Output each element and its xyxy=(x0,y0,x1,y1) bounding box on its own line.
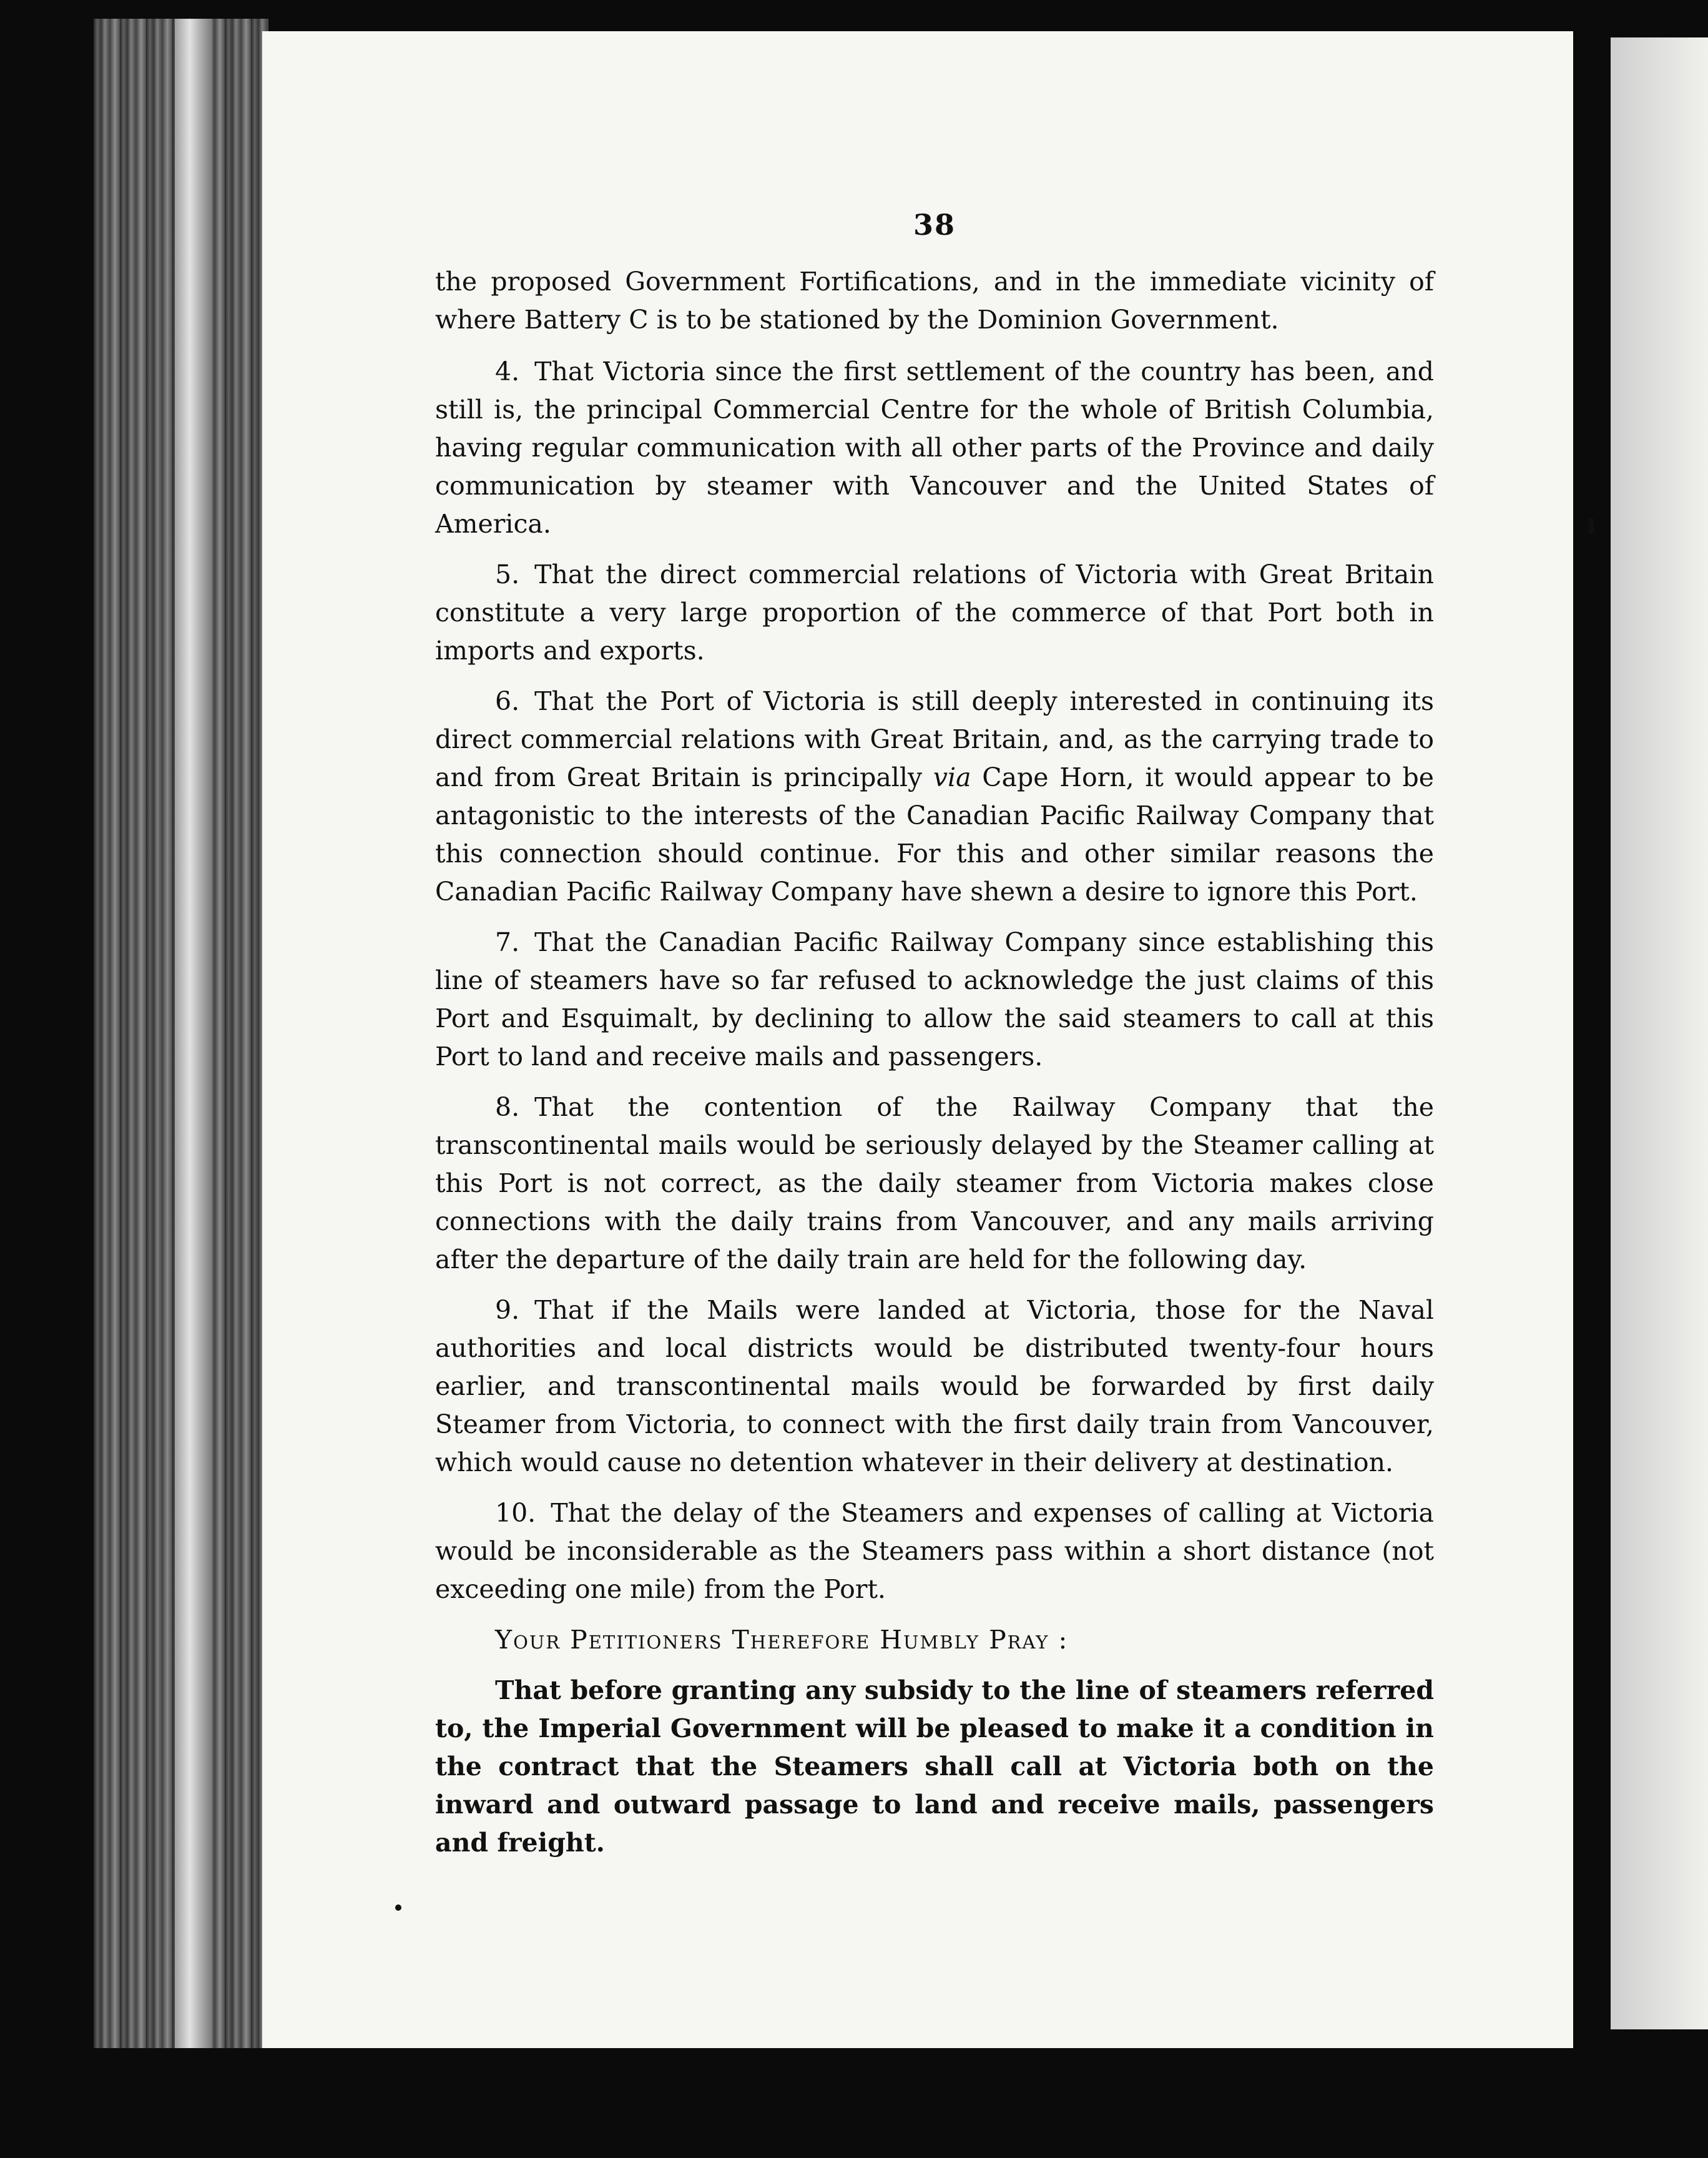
paragraph-text: That the contention of the Railway Company that the transcontinental mails would be seriously delayed by the Steamer calling at this Port is not correct, as the daily steamer from Victoria makes close connections with the daily trains from Vancouver, and any mails arriving after the departure of the daily train are held for the following day. xyxy=(435,1092,1434,1274)
paragraph-number: 7. xyxy=(495,927,520,957)
paragraph-text: That the delay of the Steamers and expenses of calling at Victoria would be inconsiderable as the Steamers pass within a short distance (not exceeding one mile) from the Port. xyxy=(435,1498,1434,1604)
paragraph-text: Cape Horn, it would appear to be antagonistic to the interests of the Canadian Pacific Railway Company that this connection should continue. For this and other similar reasons the Canadian Pacific Railway Company have shewn a desire to ignore this Port. xyxy=(435,762,1434,907)
paragraph-8 xyxy=(435,1088,1434,1279)
paragraph-number: 9. xyxy=(495,1295,520,1325)
book-page-edge-highlight xyxy=(175,19,212,2092)
italic-word: via xyxy=(933,762,971,792)
intro-paragraph: the proposed Government Fortifications, and in the immediate vicinity of where Battery C is to be stationed by the Dominion Government. xyxy=(435,267,1434,335)
paragraph-number: 6. xyxy=(495,686,520,716)
prayer-heading: Your Petitioners Therefore Humbly Pray : xyxy=(495,1625,1069,1655)
paragraph-4 xyxy=(435,353,1434,543)
scan-artifact-mark xyxy=(1589,518,1594,533)
paragraph-6 xyxy=(435,682,1434,911)
paragraph-text: That the Canadian Pacific Railway Company since establishing this line of steamers have so far refused to acknowledge the just claims of this Port and Esquimalt, by declining to allow the said steamers to call at this Port to land and receive mails and passengers. xyxy=(435,927,1434,1072)
paragraph-5 xyxy=(435,556,1434,670)
paragraph-text: That the Port of Victoria is still deeply interested in continuing its direct commercial relations with Great Britain, and, as the carrying trade to and from Great Britain is principally xyxy=(435,686,1434,792)
prayer-paragraph: That before granting any subsidy to the line of steamers referred to, the Imperial Government will be pleased to make it a condition in the contract that the Steamers shall call at Victoria both on the inward and outward passage to land and receive mails, passengers and freight. xyxy=(435,1675,1434,1858)
page-text xyxy=(435,206,1434,1875)
facing-page-edge xyxy=(1611,37,1708,2029)
paragraph-text: That if the Mails were landed at Victoria, those for the Naval authorities and local districts would be distributed twenty-four hours earlier, and transcontinental mails would be forwarded by first daily Steamer from Victoria, to connect with the first daily train from Vancouver, which would cause no detention whatever in their delivery at destination. xyxy=(435,1295,1434,1477)
paragraph-text: That the direct commercial relations of Victoria with Great Britain constitute a very large proportion of the commerce of that Port both in imports and exports. xyxy=(435,559,1434,666)
paragraph-10 xyxy=(435,1494,1434,1609)
bottom-shadow xyxy=(94,2048,1708,2158)
paragraph-number: 8. xyxy=(495,1092,520,1122)
paragraph-number: 4. xyxy=(495,357,520,387)
paragraph-9 xyxy=(435,1291,1434,1482)
paragraph-text: That Victoria since the first settlement of the country has been, and still is, the principal Commercial Centre for the whole of British Columbia, having regular communication with all other parts of the Province and daily communication by steamer with Vancouver and the United States of America. xyxy=(435,357,1434,539)
scan-artifact-dot xyxy=(395,1904,401,1911)
paragraph-7 xyxy=(435,924,1434,1076)
page-number: 38 xyxy=(913,208,956,242)
paragraph-number: 5. xyxy=(495,559,520,589)
paragraph-number: 10. xyxy=(495,1498,536,1528)
